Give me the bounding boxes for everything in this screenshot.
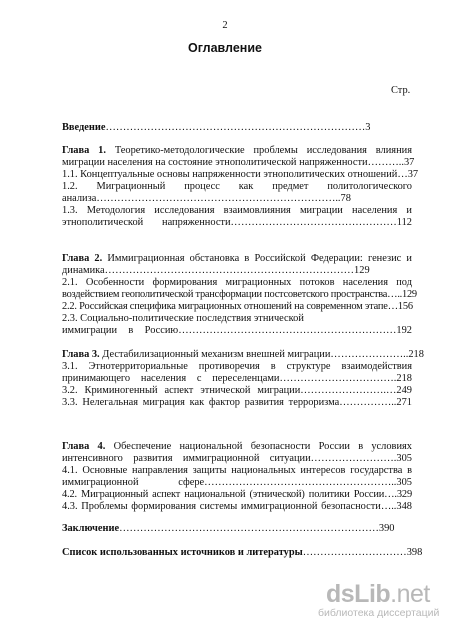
toc-page-number: 390	[378, 523, 395, 534]
page-number: 2	[222, 20, 228, 31]
toc-chapter-1-cont[interactable]	[62, 157, 415, 169]
toc-section-4-2[interactable]	[62, 489, 412, 501]
toc-dots: …………………………….	[279, 373, 397, 384]
toc-dots: ………………………………………………..	[204, 477, 397, 488]
toc-section-2-3[interactable]	[62, 313, 304, 325]
toc-line-text: иммиграционной сфере	[62, 477, 205, 488]
toc-page-number: 271	[396, 397, 412, 408]
watermark-subtitle: библиотека диссертаций	[318, 607, 440, 619]
toc-line-text: 2.1. Особенности формирования миграционных потоков населения под	[62, 277, 412, 288]
toc-line-text: 3.1. Этнотерриториальные противоречия в структуре взаимодействия	[62, 361, 412, 372]
toc-dots: …………………………………………………………………	[119, 523, 379, 534]
toc-line-text: Иммиграционная обстановка в Российской Федерации: генезис и	[107, 253, 412, 264]
toc-line-text: 3.2. Криминогенный аспект этнической миграции	[62, 385, 301, 396]
chapter-label: Глава 3.	[62, 349, 100, 360]
toc-line-text: 4.3. Проблемы формирования системы иммиграционной безопасности	[62, 501, 381, 512]
toc-line-text: этнополитической напряженности	[62, 217, 231, 228]
toc-section-1-2[interactable]	[62, 181, 412, 193]
toc-section-2-1-cont[interactable]	[62, 289, 417, 301]
toc-line-text: иммиграции в Россию	[62, 325, 179, 336]
toc-chapter-4-cont[interactable]	[62, 453, 412, 465]
page-title: Оглавление	[188, 41, 262, 55]
toc-dots: …………………………………………………………………	[105, 122, 366, 133]
toc-page-number: 156	[397, 301, 413, 312]
toc-page-number: 112	[396, 217, 412, 228]
toc-section-3-1-cont[interactable]	[62, 373, 412, 385]
toc-line-text: 2.2. Российская специфика миграционных отношений на современном этапе	[62, 301, 388, 312]
toc-dots: …………………………	[302, 547, 407, 558]
toc-page-number: 305	[396, 477, 412, 488]
toc-chapter-3[interactable]	[62, 349, 424, 361]
toc-section-2-2[interactable]	[62, 301, 412, 313]
toc-section-3-1[interactable]	[62, 361, 412, 373]
toc-page-number: 192	[396, 325, 412, 336]
toc-page-number: 329	[396, 489, 412, 500]
watermark-logo	[326, 580, 430, 609]
toc-dots: ………………………………………………………………	[104, 265, 355, 276]
toc-line-text: интенсивного развития иммиграционной ситуации	[62, 453, 311, 464]
toc-dots: …………………….…	[300, 385, 397, 396]
toc-line-text: миграции населения на состояние этнополитической напряженности	[62, 157, 368, 168]
toc-line-text: Дестабилизационный механизм внешней миграции	[102, 349, 331, 360]
chapter-label: Глава 4.	[62, 441, 106, 452]
toc-page-number: 37	[407, 169, 419, 180]
toc-dots: ………………………………………………………	[178, 325, 397, 336]
chapter-label: Глава 2.	[62, 253, 103, 264]
toc-section-2-3-cont[interactable]	[62, 325, 412, 337]
toc-line-text: 1.1. Концептуальные основы напряженности этнополитических отношений	[62, 169, 398, 180]
toc-line-text: принимающего населения с переселенцами	[62, 373, 280, 384]
chapter-label: Глава 1.	[62, 145, 106, 156]
toc-page-number: 3	[365, 122, 371, 133]
toc-dots: …………………….	[310, 453, 397, 464]
toc-dots: …	[387, 301, 398, 312]
toc-page-number: 78	[340, 193, 351, 204]
toc-section-4-1[interactable]	[62, 465, 412, 477]
toc-section-1-1[interactable]	[62, 169, 419, 181]
toc-page-number: 218	[396, 373, 412, 384]
toc-dots: ……………..	[339, 397, 397, 408]
toc-line-text: анализа	[62, 193, 97, 204]
toc-section-4-3[interactable]	[62, 501, 412, 513]
toc-section-3-2[interactable]	[62, 385, 412, 397]
toc-introduction[interactable]	[62, 122, 412, 134]
toc-dots: …..	[380, 501, 397, 512]
toc-chapter-2[interactable]	[62, 253, 412, 265]
toc-page-number: 218	[408, 349, 424, 360]
toc-page-number: 129	[402, 289, 417, 300]
toc-chapter-2-cont[interactable]	[62, 265, 412, 277]
toc-line-text: динамика	[62, 265, 105, 276]
toc-section-3-3[interactable]	[62, 397, 412, 409]
toc-conclusion-title: Заключение	[62, 523, 120, 534]
toc-line-text: Теоретико-методологические проблемы исследования влияния	[114, 145, 412, 156]
toc-line-text: 4.2. Миграционный аспект национальной (этнической) политики России	[62, 489, 385, 500]
toc-dots: …	[397, 169, 408, 180]
toc-section-1-3-cont[interactable]	[62, 217, 412, 229]
toc-chapter-1[interactable]	[62, 145, 412, 157]
toc-section-2-1[interactable]	[62, 277, 412, 289]
toc-section-1-3[interactable]	[62, 205, 412, 217]
toc-bibliography[interactable]	[62, 547, 423, 559]
toc-conclusion[interactable]	[62, 523, 412, 535]
toc-section-1-2-cont[interactable]	[62, 193, 412, 205]
toc-dots: ……………………………………………………………..	[96, 193, 341, 204]
toc-dots: …………………………………………	[230, 217, 397, 228]
toc-line-text: 4.1. Основные направления защиты национальных интересов государства в	[62, 465, 412, 476]
toc-line-text: воздействием геополитической трансформации постсоветского пространства	[62, 289, 388, 300]
toc-line-text: 2.3. Социально-политические последствия этнической	[62, 313, 304, 324]
toc-dots: ………..	[367, 157, 404, 168]
toc-line-text: 1.2. Миграционный процесс как предмет политологического	[62, 181, 412, 192]
toc-introduction-title: Введение	[62, 122, 106, 133]
watermark-logo-main: dsLib	[326, 580, 391, 608]
toc-line-text: 3.3. Нелегальная миграция как фактор развития терроризма	[62, 397, 340, 408]
toc-page-number: 37	[403, 157, 415, 168]
toc-page-number: 398	[406, 547, 423, 558]
toc-page-number: 305	[396, 453, 412, 464]
toc-page-number: 249	[396, 385, 412, 396]
toc-line-text: Обеспечение национальной безопасности России в условиях	[113, 441, 412, 452]
toc-chapter-4[interactable]	[62, 441, 412, 453]
toc-page-number: 348	[396, 501, 412, 512]
page-column-label: Стр.	[391, 85, 411, 96]
toc-bibliography-title: Список использованных источников и литературы	[62, 547, 303, 558]
toc-section-4-1-cont[interactable]	[62, 477, 412, 489]
toc-line-text: 1.3. Методология исследования взаимовлияния миграции населения и	[62, 205, 412, 216]
watermark-logo-tld: .net	[390, 580, 430, 608]
toc-page-number: 129	[354, 265, 370, 276]
toc-dots: ….	[384, 489, 397, 500]
toc-dots: …………………..	[330, 349, 409, 360]
toc-dots: …..	[387, 289, 403, 300]
